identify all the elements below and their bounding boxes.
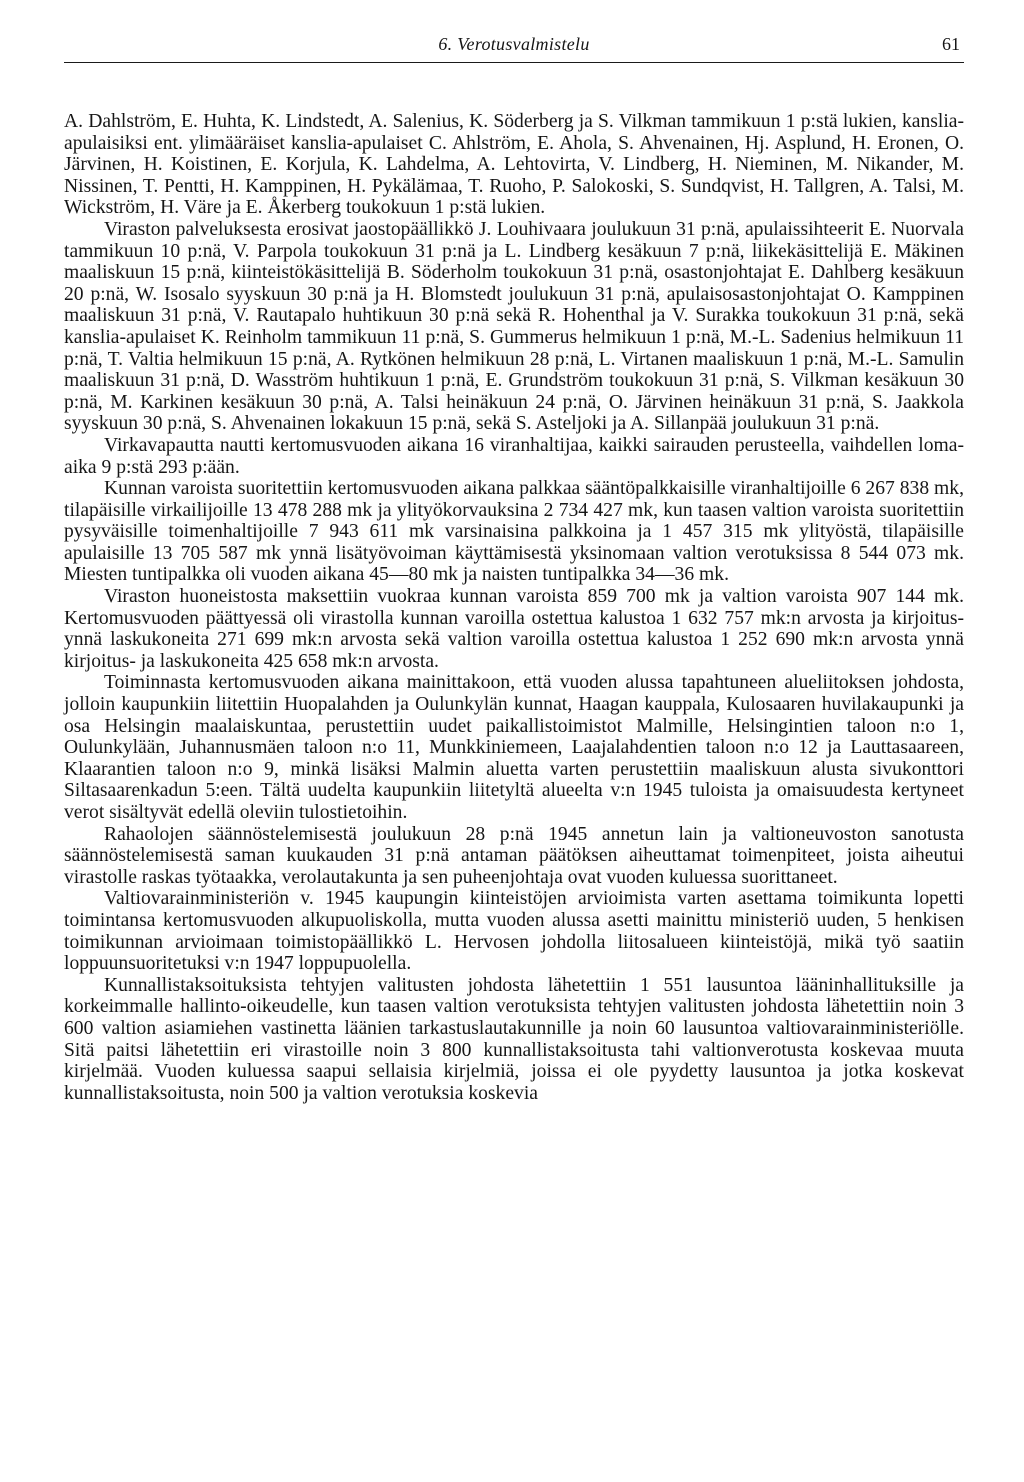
paragraph-resignations: Viraston palveluksesta erosivat jaostopäällikkö J. Louhivaara joulukuun 31 p:nä, apulaissihteerit E. Nuorvala tammikuun 10 p:nä, V. Parpola toukokuun 31 p:nä ja L. Lindberg kesäkuun 7 p:nä, liikekäsittelijä E. Mäkinen maaliskuun 15 p:nä, kiinteistökäsittelijä B. Söderholm toukokuun 31 p:nä, osastonjohtajat E. Dahlberg kesäkuun 20 p:nä, W. Isosalo syyskuun 30 p:nä ja H. Blomstedt joulukuun 31 p:nä, apulaisosastonjohtajat O. Kamppinen maaliskuun 31 p:nä, V. Rautapalo huhtikuun 30 p:nä sekä R. Hohenthal ja V. Surakka toukokuun 31 p:nä, sekä kanslia-apulaiset K. Reinholm tammikuun 11 p:nä, S. Gummerus helmikuun 1 p:nä, M.-L. Sadenius helmikuun 11 p:nä, T. Valtia helmikuun 15 p:nä, A. Rytkönen helmikuun 28 p:nä, L. Virtanen maaliskuun 1 p:nä, M.-L. Samulin maaliskuun 31 p:nä, D. Wasström huhtikuun 1 p:nä, E. Grundström toukokuun 31 p:nä, S. Vilkman kesäkuun 30 p:nä, M. Karkinen kesäkuun 30 p:nä, A. Talsi heinäkuun 24 p:nä, O. Järvinen heinäkuun 31 p:nä, S. Jaakkola syyskuun 30 p:nä, S. Ahvenainen lokakuun 15 p:nä, sekä S. Asteljoki ja A. Sillanpää joulukuun 31 p:nä. [64, 218, 964, 435]
section-title: 6. Verotusvalmistelu [438, 34, 590, 54]
body-text [64, 111, 964, 1104]
running-header [64, 28, 964, 63]
paragraph-appeals: Kunnallistaksoituksista tehtyjen valitusten johdosta lähetettiin 1 551 lausuntoa lääninhallituksille ja korkeimmalle hallinto-oikeudelle, kun taasen valtion verotuksista tehtyjen valitusten johdosta lähetettiin noin 3 600 valtion asiamiehen vastinetta läänien tarkastuslautakunnille ja noin 60 lausuntoa valtiovarainministeriölle. Sitä paitsi lähetettiin eri virastoille noin 3 800 kunnallistaksoitusta tahi valtionverotusta koskevaa muuta kirjelmää. Vuoden kuluessa saapui sellaisia kirjelmiä, joissa ei ole pyydetty lausuntoa ja jotka koskevat kunnallistaksoitusta, noin 500 ja valtion verotuksia koskevia [64, 974, 964, 1104]
paragraph-rent-equipment: Viraston huoneistosta maksettiin vuokraa kunnan varoista 859 700 mk ja valtion varoista 907 144 mk. Kertomusvuoden päättyessä oli virastolla kunnan varoilla ostettua kalustoa 1 632 757 mk:n arvosta ja kirjoitus- ynnä laskukoneita 271 699 mk:n arvosta sekä valtion varoilla ostettua kalustoa 1 252 690 mk:n arvosta ynnä kirjoitus- ja laskukoneita 425 658 mk:n arvosta. [64, 586, 964, 672]
paragraph-leave: Virkavapautta nautti kertomusvuoden aikana 16 viranhaltijaa, kaikki sairauden perusteella, vaihdellen loma-aika 9 p:stä 293 p:ään. [64, 434, 964, 478]
document-page [64, 28, 964, 1104]
page-number: 61 [942, 34, 960, 54]
paragraph-currency-regulation: Rahaolojen säännöstelemisestä joulukuun 28 p:nä 1945 annetun lain ja valtioneuvoston sanotusta säännöstelemisestä saman kuukauden 31 p:nä antaman päätöksen aiheuttamat toimenpiteet, joista aiheutui virastolle raskas työtaakka, verolautakunta ja sen puheenjohtaja ovat vuoden kuluessa suorittaneet. [64, 823, 964, 888]
paragraph-salaries: Kunnan varoista suoritettiin kertomusvuoden aikana palkkaa sääntöpalkkaisille viranhaltijoille 6 267 838 mk, tilapäisille virkailijoille 13 478 288 mk ja ylityökorvauksina 2 734 427 mk, kun taasen valtion varoista suoritettiin pysyväisille toimenhaltijoille 7 943 611 mk varsinaisina palkkoina ja 1 457 315 mk ylityöstä, tilapäisille apulaisille 13 705 587 mk ynnä lisätyövoiman käyttämisestä yksinomaan valtion verotuksissa 8 544 073 mk. Miesten tuntipalkka oli vuoden aikana 45—80 mk ja naisten tuntipalkka 34—36 mk. [64, 478, 964, 586]
paragraph-local-offices: Toiminnasta kertomusvuoden aikana mainittakoon, että vuoden alussa tapahtuneen alueliitoksen johdosta, jolloin kaupunkiin liitettiin Huopalahden ja Oulunkylän kunnat, Haagan kauppala, Kulosaaren huvilakaupunki ja osa Helsingin maalaiskuntaa, perustettiin uudet paikallistoimistot Malmille, Helsingintien taloon n:o 1, Oulunkylään, Juhannusmäen taloon n:o 11, Munkkiniemeen, Laajalahdentien taloon n:o 12 ja Lauttasaareen, Klaarantien taloon n:o 9, minkä lisäksi Malmin aluetta varten perustettiin maaliskuun alusta sivukonttori Siltasaarenkadun 5:een. Tältä uudelta kaupunkiin liitetyltä alueelta v:n 1945 tuloista ja omaisuudesta kertyneet verot sisältyvät edellä oleviin tulostietoihin. [64, 672, 964, 823]
paragraph-property-valuation: Valtiovarainministeriön v. 1945 kaupungin kiinteistöjen arvioimista varten asettama toimikunta lopetti toimintansa kertomusvuoden alkupuoliskolla, mutta vuoden alussa asetti mainittu ministeriö uuden, 5 henkisen toimikunnan arvioimaan toimistopäällikkö L. Hervosen johdolla liitosalueen kiinteistöjä, mikä työ saatiin loppuunsuoritetuksi v:n 1947 loppupuolella. [64, 888, 964, 975]
paragraph-names-appointed: A. Dahlström, E. Huhta, K. Lindstedt, A. Salenius, K. Söderberg ja S. Vilkman tammikuun 1 p:stä lukien, kanslia-apulaisiksi ent. ylimääräiset kanslia-apulaiset C. Ahlström, E. Ahola, S. Ahvenainen, Hj. Asplund, H. Eronen, O. Järvinen, H. Koistinen, E. Korjula, K. Lahdelma, A. Lehtovirta, V. Lindberg, H. Nieminen, M. Nikander, M. Nissinen, T. Pentti, H. Kamppinen, H. Pykälämaa, T. Ruoho, P. Salokoski, S. Sundqvist, H. Tallgren, A. Talsi, M. Wickström, H. Väre ja E. Åkerberg toukokuun 1 p:stä lukien. [64, 111, 964, 219]
